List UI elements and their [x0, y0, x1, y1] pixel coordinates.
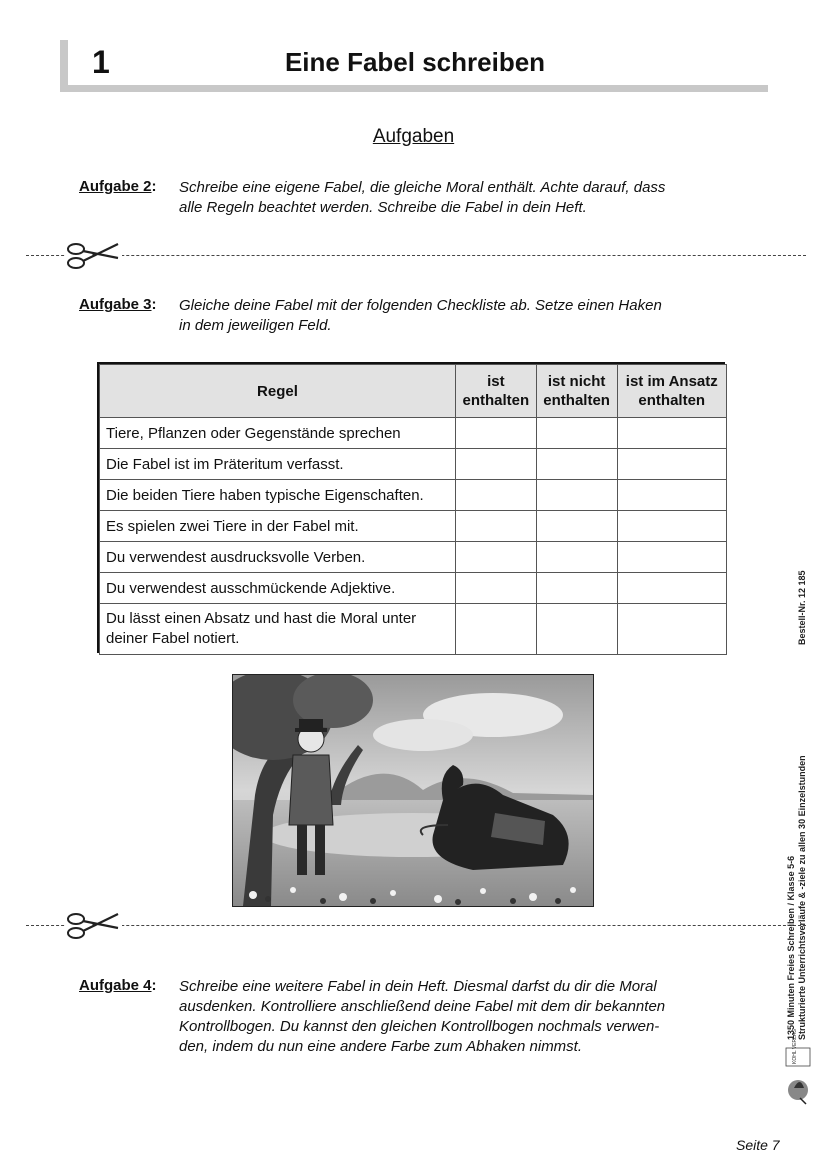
check-cell[interactable]	[617, 449, 726, 480]
check-cell[interactable]	[455, 449, 536, 480]
sidebar-order: Bestell-Nr. 12 185	[797, 570, 807, 645]
cut-line	[26, 925, 806, 926]
check-cell[interactable]	[617, 604, 726, 655]
check-cell[interactable]	[617, 480, 726, 511]
check-cell[interactable]	[455, 480, 536, 511]
check-cell[interactable]	[617, 542, 726, 573]
check-cell[interactable]	[455, 418, 536, 449]
task2-text: Schreibe eine eigene Fabel, die gleiche Moral enthält. Achte darauf, dass alle Regeln beachtet werden. Schreibe die Fabel in dein Heft.	[179, 179, 666, 216]
task4-text: Schreibe eine weitere Fabel in dein Heft. Diesmal darfst du dir die Moral ausdenken. Kontrolliere anschließend deine Fabel mit dem dir bekannten Kontrollbogen. Du kannst den gleichen Kontrollbogen nochmals verwen- den, indem du nun eine andere Farbe zum Abhaken nimmst.	[179, 978, 666, 1055]
table-row	[100, 511, 727, 542]
scissors-icon	[66, 908, 122, 944]
checklist-table	[99, 364, 727, 655]
check-cell[interactable]	[536, 449, 617, 480]
chapter-number: 1	[92, 44, 110, 80]
check-cell[interactable]	[455, 511, 536, 542]
cut-line	[26, 255, 806, 256]
header-bar-horizontal	[60, 85, 768, 92]
check-cell[interactable]	[617, 418, 726, 449]
rule-cell: Du lässt einen Absatz und hast die Moral unter deiner Fabel notiert.	[100, 604, 456, 655]
sidebar-info	[780, 560, 820, 1120]
check-cell[interactable]	[536, 418, 617, 449]
header-ist-enthalten: ist enthalten	[455, 365, 536, 418]
check-cell[interactable]	[536, 511, 617, 542]
rule-cell: Du verwendest ausschmückende Adjektive.	[100, 573, 456, 604]
rule-cell: Die Fabel ist im Präteritum verfasst.	[100, 449, 456, 480]
rule-cell: Tiere, Pflanzen oder Gegenstände sprechen	[100, 418, 456, 449]
check-cell[interactable]	[455, 573, 536, 604]
table-row	[100, 480, 727, 511]
scissors-icon	[66, 238, 122, 274]
sidebar-line1: 1350 Minuten Freies Schreiben / Klasse 5-6	[786, 855, 796, 1040]
table-row	[100, 573, 727, 604]
table-row	[100, 449, 727, 480]
header-regel: Regel	[100, 365, 456, 418]
check-cell[interactable]	[536, 542, 617, 573]
kohl-verlag-logo: KOHL VERLAG	[792, 1028, 798, 1064]
check-cell[interactable]	[536, 573, 617, 604]
task2-label: Aufgabe 2:	[79, 178, 157, 195]
header-ist-im-ansatz: ist im Ansatz enthalten	[617, 365, 726, 418]
check-cell[interactable]	[536, 604, 617, 655]
header-ist-nicht-enthalten: ist nicht enthalten	[536, 365, 617, 418]
rule-cell: Du verwendest ausdrucksvolle Verben.	[100, 542, 456, 573]
sidebar-line2: Strukturierte Unterrichtsverläufe & -ziele zu allen 30 Einzelstunden	[797, 755, 807, 1040]
task3-text: Gleiche deine Fabel mit der folgenden Checkliste ab. Setze einen Haken in dem jeweiligen Feld.	[179, 297, 662, 334]
rule-cell: Es spielen zwei Tiere in der Fabel mit.	[100, 511, 456, 542]
rule-cell: Die beiden Tiere haben typische Eigenschaften.	[100, 480, 456, 511]
table-row	[100, 418, 727, 449]
fable-illustration	[232, 674, 594, 907]
check-cell[interactable]	[617, 511, 726, 542]
task3-label: Aufgabe 3:	[79, 296, 157, 313]
task4-label: Aufgabe 4:	[79, 977, 157, 994]
table-header-row	[100, 365, 727, 418]
section-title: Aufgaben	[372, 126, 455, 147]
check-cell[interactable]	[455, 604, 536, 655]
page-number: Seite 7	[736, 1137, 780, 1153]
check-cell[interactable]	[617, 573, 726, 604]
table-row	[100, 604, 727, 655]
check-cell[interactable]	[536, 480, 617, 511]
page-title: Eine Fabel schreiben	[284, 47, 546, 77]
table-row	[100, 542, 727, 573]
check-cell[interactable]	[455, 542, 536, 573]
